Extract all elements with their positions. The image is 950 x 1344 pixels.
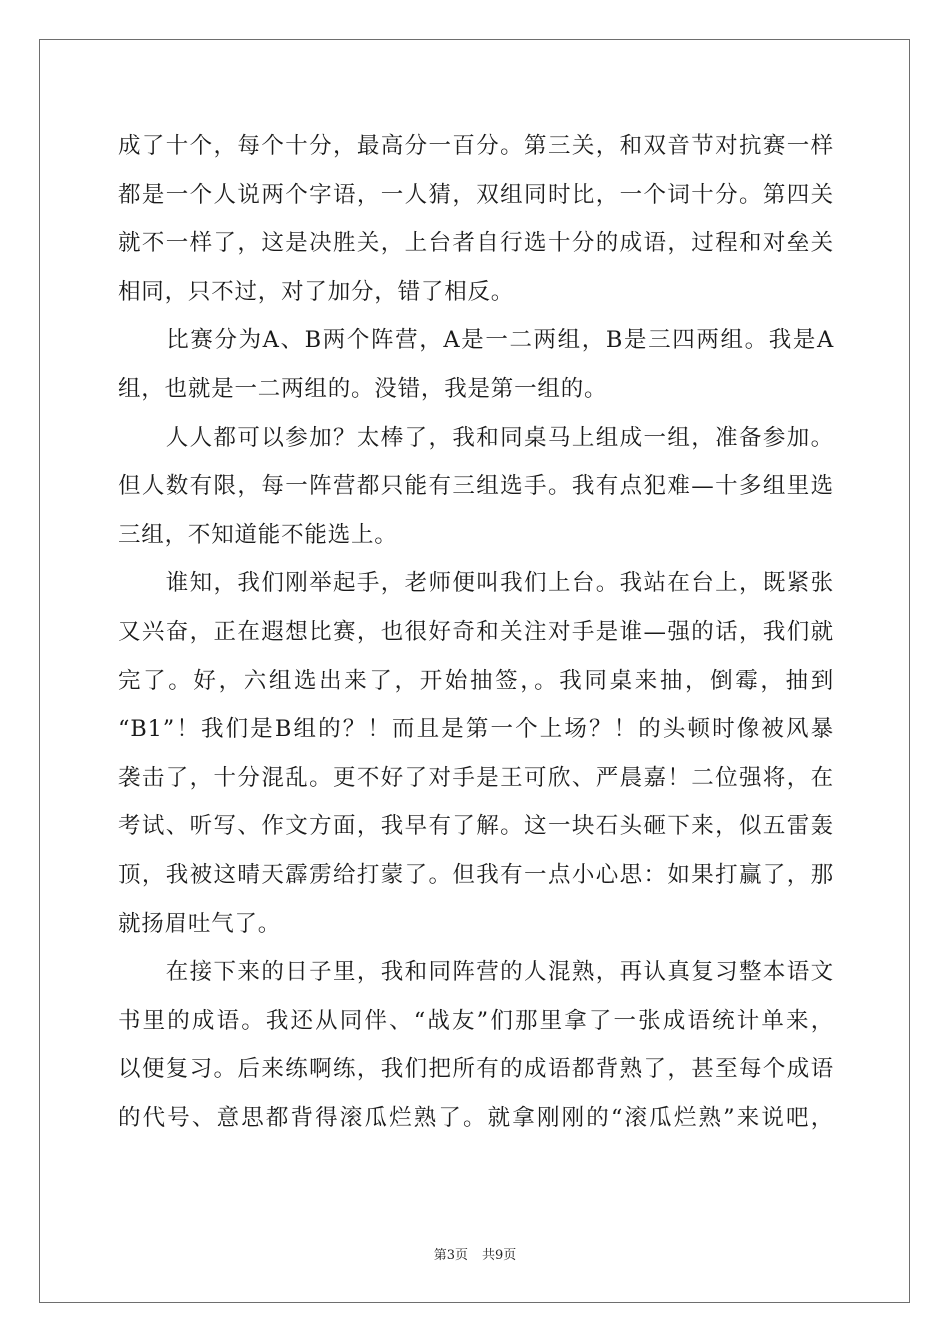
text-line: 比赛分为A、B两个阵营，A是一二两组，B是三四两组。我是A xyxy=(118,327,834,354)
text-line: 相同，只不过，对了加分，错了相反。 xyxy=(118,278,515,305)
text-line: 完了。好，六组选出来了，开始抽签，。我同桌来抽，倒霉，抽到 xyxy=(118,667,834,694)
text-line: 袭击了，十分混乱。更不好了对手是王可欣、严晨嘉！二位强将，在 xyxy=(118,764,834,791)
text-line: “B1”！我们是B组的？！而且是第一个上场？！的头顿时像被风暴 xyxy=(118,716,834,743)
text-line: 三组，不知道能不能选上。 xyxy=(118,521,398,548)
text-line: 谁知，我们刚举起手，老师便叫我们上台。我站在台上，既紧张 xyxy=(118,570,834,597)
text-line: 都是一个人说两个字语，一人猜，双组同时比，一个词十分。第四关 xyxy=(118,181,834,208)
document-body xyxy=(118,122,834,1142)
total-pages: 共9页 xyxy=(482,1248,517,1263)
text-line: 组，也就是一二两组的。没错，我是第一组的。 xyxy=(118,375,608,402)
text-line: 就不一样了，这是决胜关，上台者自行选十分的成语，过程和对垒关 xyxy=(118,230,834,257)
text-line: 的代号、意思都背得滚瓜烂熟了。就拿刚刚的“滚瓜烂熟”来说吧， xyxy=(118,1104,834,1131)
text-line: 又兴奋，正在遐想比赛，也很好奇和关注对手是谁—强的话，我们就 xyxy=(118,618,834,645)
text-line: 在接下来的日子里，我和同阵营的人混熟，再认真复习整本语文 xyxy=(118,959,834,986)
text-line: 以便复习。后来练啊练，我们把所有的成语都背熟了，甚至每个成语 xyxy=(118,1056,834,1083)
text-line: 成了十个，每个十分，最高分一百分。第三关，和双音节对抗赛一样 xyxy=(118,133,834,159)
page-footer xyxy=(0,1247,950,1265)
text-line: 考试、听写、作文方面，我早有了解。这一块石头砸下来，似五雷轰 xyxy=(118,813,834,840)
page-number: 第3页 xyxy=(433,1248,468,1263)
text-line: 人人都可以参加？太棒了，我和同桌马上组成一组，准备参加。 xyxy=(118,424,834,451)
text-line: 但人数有限，每一阵营都只能有三组选手。我有点犯难—十多组里选 xyxy=(118,473,834,500)
text-line: 书里的成语。我还从同伴、“战友”们那里拿了一张成语统计单来， xyxy=(118,1007,834,1034)
text-line: 就扬眉吐气了。 xyxy=(118,910,282,937)
text-line: 顶，我被这晴天霹雳给打蒙了。但我有一点小心思：如果打赢了，那 xyxy=(118,861,834,888)
